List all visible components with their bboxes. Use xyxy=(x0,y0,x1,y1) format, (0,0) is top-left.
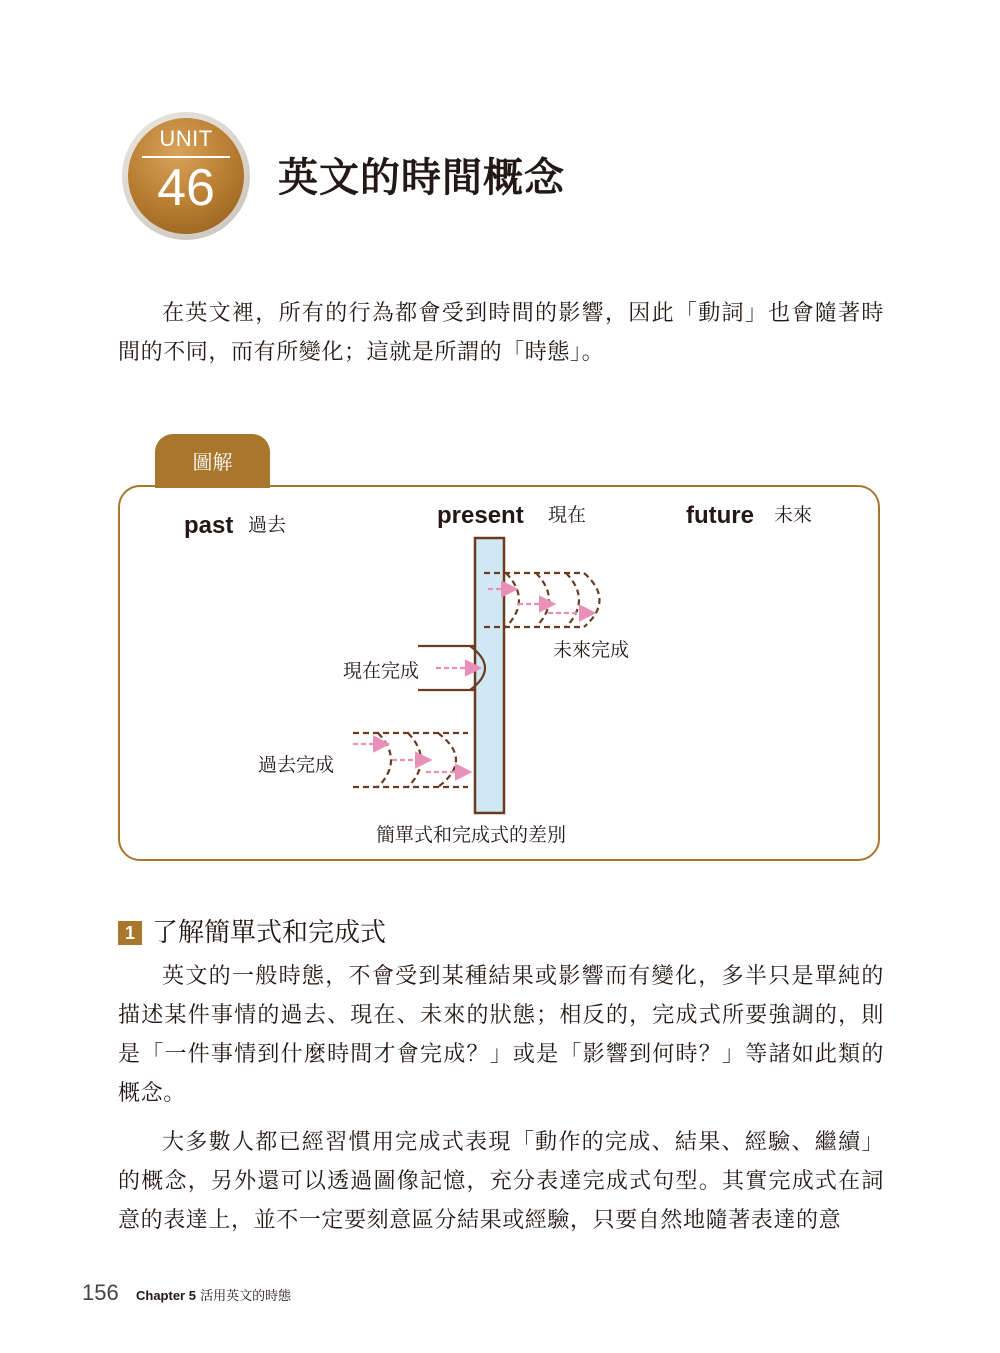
future-label-en: future xyxy=(686,502,754,529)
section-number: 1 xyxy=(118,921,142,945)
future-label-zh: 未來 xyxy=(774,504,813,526)
intro-paragraph: 在英文裡，所有的行為都會受到時間的影響，因此「動詞」也會隨著時間的不同，而有所變化；這就是所謂的「時態」。 xyxy=(118,301,884,365)
section-heading xyxy=(118,912,386,949)
future-perfect-label: 未來完成 xyxy=(553,639,630,661)
present-label-zh: 現在 xyxy=(548,504,587,526)
section-title: 了解簡單式和完成式 xyxy=(152,918,387,948)
chapter-footer xyxy=(136,1285,291,1304)
chapter-label: Chapter 5 xyxy=(136,1288,196,1303)
present-bar xyxy=(475,538,504,813)
present-label-en: present xyxy=(437,502,524,529)
past-label-en: past xyxy=(184,512,234,539)
past-label-zh: 過去 xyxy=(248,514,287,536)
page-number: 156 xyxy=(82,1280,119,1305)
section-paragraph-1: 英文的一般時態，不會受到某種結果或影響而有變化，多半只是單純的描述某件事情的過去、現在、未來的狀態；相反的，完成式所要強調的，則是「一件事情到什麼時間才會完成？」或是「影響到何時？」等諸如此類的概念。 xyxy=(118,964,884,1106)
diagram-caption: 簡單式和完成式的差別 xyxy=(376,824,567,846)
unit-label: UNIT xyxy=(159,126,213,151)
past-perfect-arrows xyxy=(353,744,468,772)
page-title: 英文的時間概念 xyxy=(278,155,565,201)
past-perfect-label: 過去完成 xyxy=(258,754,335,776)
diagram-tab: 圖解 xyxy=(155,434,270,488)
present-perfect-label: 現在完成 xyxy=(343,660,420,682)
unit-number: 46 xyxy=(157,159,215,217)
chapter-title: 活用英文的時態 xyxy=(200,1289,292,1304)
section-paragraph-2: 大多數人都已經習慣用完成式表現「動作的完成、結果、經驗、繼續」的概念，另外還可以透過圖像記憶，充分表達完成式句型。其實完成式在詞意的表達上，並不一定要刻意區分結果或經驗，只要自然地隨著表達的意 xyxy=(118,1130,884,1233)
